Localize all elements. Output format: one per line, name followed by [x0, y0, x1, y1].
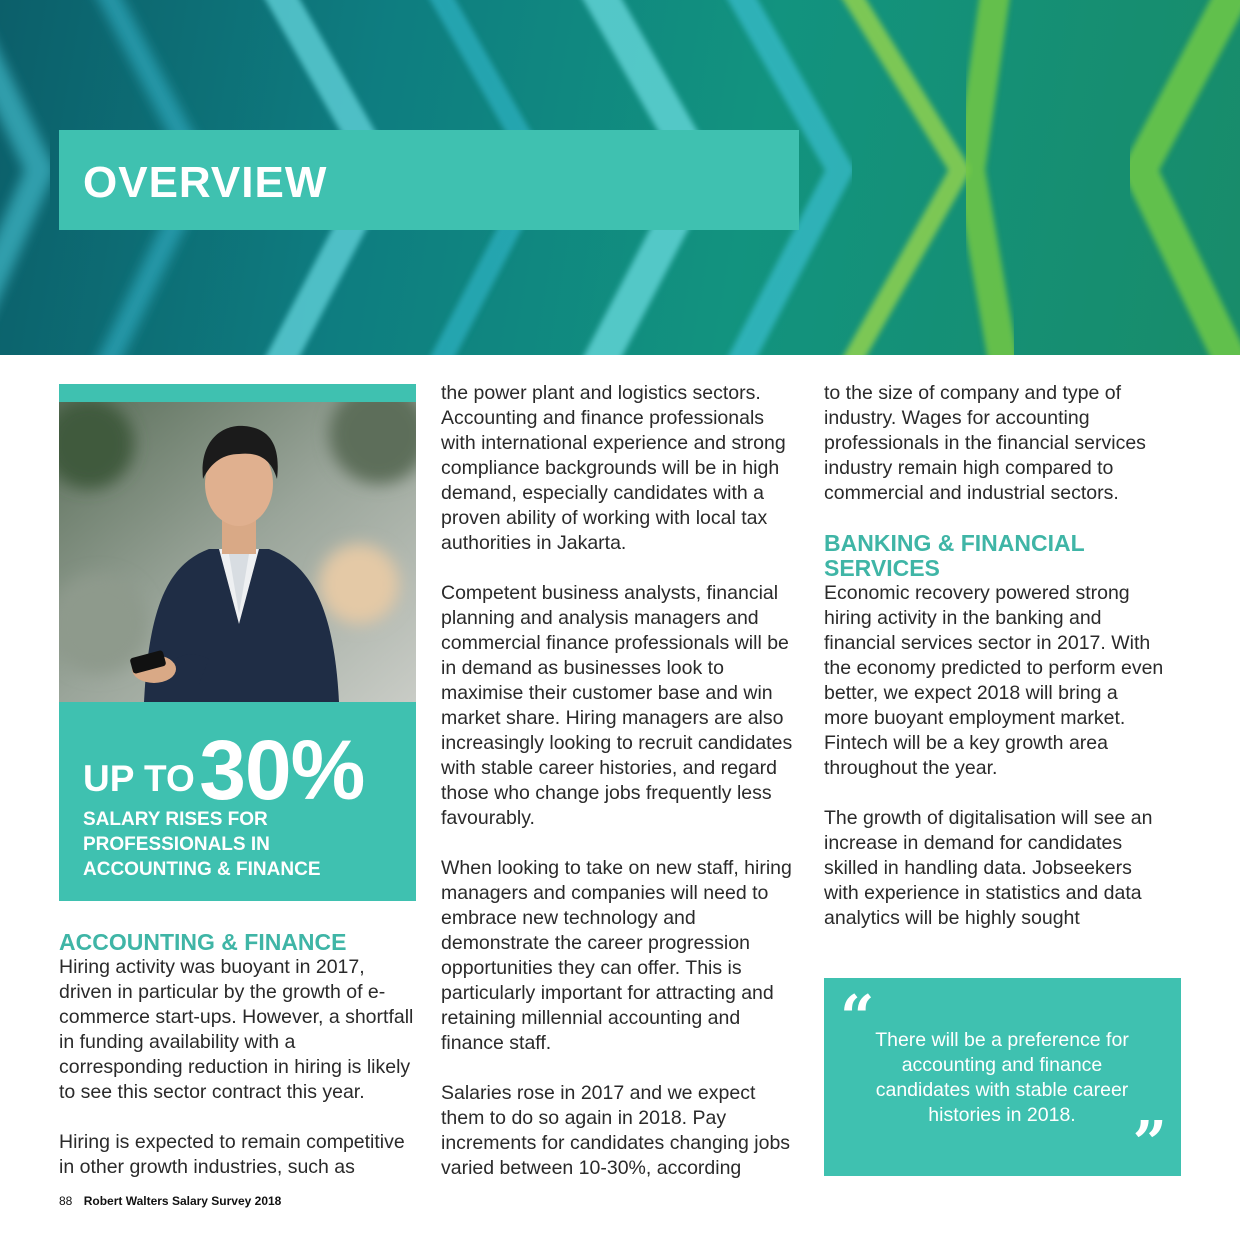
stat-caption: [83, 807, 321, 882]
paragraph: The growth of digitalisation will see an increase in demand for candidates skilled in handling data. Jobseekers with experience in statistics and data analytics will be highly sought: [824, 807, 1153, 929]
paragraph: Salaries rose in 2017 and we expect them to do so again in 2018. Pay increments for candidates changing jobs varied between 10-30%, according: [441, 1082, 791, 1179]
open-quote-icon: “: [840, 983, 875, 1053]
title-box: [59, 130, 799, 230]
section-heading-accounting: ACCOUNTING & FINANCE: [59, 929, 347, 955]
professional-photo: [59, 384, 416, 702]
stat-caption-line: PROFESSIONALS IN: [83, 834, 270, 855]
paragraph: Economic recovery powered strong hiring activity in the banking and financial services sector in 2017. With the economy predicted to perform even better, we expect 2018 will bring a more buoyant employment market. Fintech will be a key growth area throughout the year.: [824, 582, 1164, 779]
column-left: [59, 930, 421, 1205]
page-number: 88: [59, 1194, 73, 1208]
paragraph: Competent business analysts, financial planning and analysis managers and commercial finance professionals will be in demand as businesses look to maximise their customer base and win market share. Hiring managers are also increasingly looking to recruit candidates with stable career histories, and regard those who change jobs frequently less favourably.: [441, 582, 793, 829]
pull-quote: [824, 978, 1181, 1179]
paragraph: Hiring is expected to remain competitive in other growth industries, such as: [59, 1131, 405, 1178]
stat-prefix: UP TO: [83, 758, 195, 799]
paragraph: to the size of company and type of industry. Wages for accounting professionals in the financial services industry remain high compared to commercial and industrial sectors.: [824, 382, 1146, 504]
stat-caption-line: ACCOUNTING & FINANCE: [83, 859, 321, 880]
paragraph: Hiring activity was buoyant in 2017, driven in particular by the growth of e-commerce start-ups. However, a shortfall in funding availability with a corresponding reduction in hiring is likely to see this sector contract this year.: [59, 956, 414, 1103]
businessman-on-phone-image: [59, 384, 416, 702]
close-quote-icon: ”: [1132, 1109, 1167, 1179]
stat-figure: 30%: [199, 723, 365, 817]
publication-name: Robert Walters Salary Survey 2018: [83, 1194, 282, 1208]
page-footer: [59, 1194, 281, 1208]
paragraph: When looking to take on new staff, hiring managers and companies will need to embrace new technology and demonstrate the career progression opportunities they can offer. This is particularly important for attracting and retaining millennial accounting and finance staff.: [441, 857, 792, 1054]
paragraph: the power plant and logistics sectors. Accounting and finance professionals with international experience and strong compliance backgrounds will be in high demand, especially candidates with a proven ability of working with local tax authorities in Jakarta.: [441, 382, 786, 554]
page-title: OVERVIEW: [83, 158, 328, 207]
stat-caption-line: SALARY RISES FOR: [83, 809, 268, 830]
column-right: [824, 381, 1164, 956]
hero-banner: [0, 0, 1240, 355]
quote-text: There will be a preference for accounting and finance candidates with stable career histories in 2018.: [875, 1029, 1129, 1126]
section-heading-banking: BANKING & FINANCIAL SERVICES: [824, 530, 1085, 581]
column-middle: [441, 381, 803, 1206]
salary-stat-box: [59, 702, 416, 901]
